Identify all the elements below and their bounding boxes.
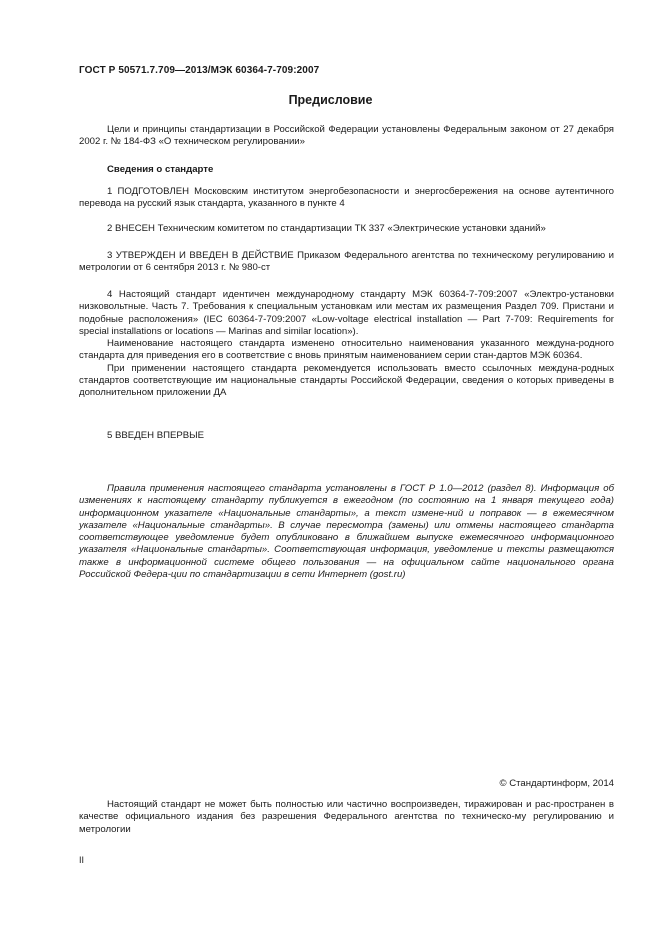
item-1-paragraph: 1 ПОДГОТОВЛЕН Московским институтом энергобезопасности и энергосбережения на основе аутентичного перевода на русский язык стандарта, указанного в пункте 4 (79, 186, 614, 210)
footer-paragraph: Настоящий стандарт не может быть полностью или частично воспроизведен, тиражирован и рас-пространен в качестве официального издания без разрешения Федерального агентства по техническо-му регулированию и метрологии (79, 799, 614, 835)
item-4-references-paragraph: При применении настоящего стандарта рекомендуется использовать вместо ссылочных междуна-родных стандартов соответствующие им национальные стандарты Российской Федерации, сведения о которых приведены в дополнительном приложении ДА (79, 362, 614, 399)
item-3-paragraph: 3 УТВЕРЖДЕН И ВВЕДЕН В ДЕЙСТВИЕ Приказом Федерального агентства по техническому регулированию и метрологии от 6 сентября 2013 г. № 980-ст (79, 250, 614, 274)
item-3-block (79, 250, 614, 275)
rules-block (79, 483, 614, 581)
item-2-paragraph: 2 ВНЕСЕН Техническим комитетом по стандартизации ТК 337 «Электрические установки зданий» (107, 223, 546, 234)
intro-block (79, 124, 614, 149)
info-heading-block (79, 164, 614, 176)
item-2-block (79, 223, 614, 235)
item-4-paragraph: 4 Настоящий стандарт идентичен международному стандарту МЭК 60364-7-709:2007 «Электро-установки низковольтные. Часть 7. Требования к специальным установкам или местам их размещения Раздел 709. Пристани и подобные расположения» (IEC 60364-7-709:2007 «Low-voltage electrical installation — Part 7-709: Requirements for special installations or locations — Marinas and similar location»). (79, 289, 614, 337)
document-header: ГОСТ Р 50571.7.709—2013/МЭК 60364-7-709:2007 (79, 65, 320, 76)
item-4-rename-paragraph: Наименование настоящего стандарта изменено относительно наименования указанного междуна-родного стандарта для приведения его в соответствие с вновь принятым наименованием серии стан-дартов МЭК 60364. (79, 338, 614, 362)
item-5-block (79, 430, 614, 442)
copyright-notice: © Стандартинформ, 2014 (499, 778, 614, 789)
item-4-block (79, 289, 614, 400)
footer-block (79, 799, 614, 836)
rules-paragraph: Правила применения настоящего стандарта установлены в ГОСТ Р 1.0—2012 (раздел 8). Информация об изменениях к настоящему стандарту публикуется в ежегодном (по состоянию на 1 января текущего года) информационном указателе «Национальные стандарты», а текст измене-ний и поправок — в ежемесячном указателе «Национальные стандарты». В случае пересмотра (замены) или отмены настоящего стандарта соответствующее уведомление будет опубликовано в ближайшем выпуске ежемесячного информационного указателя «Национальные стандарты». Соответствующая информация, уведомление и тексты размещаются также в информационной системе общего пользования — на официальном сайте национального органа Российской Федера-ции по стандартизации в сети Интернет (gost.ru) (79, 483, 614, 581)
info-heading: Сведения о стандарте (107, 164, 214, 175)
intro-paragraph: Цели и принципы стандартизации в Российской Федерации установлены Федеральным законом от 27 декабря 2002 г. № 184-ФЗ «О техническом регулировании» (79, 124, 614, 148)
page-title: Предисловие (288, 93, 373, 107)
item-1-block (79, 186, 614, 211)
item-5-paragraph: 5 ВВЕДЕН ВПЕРВЫЕ (107, 430, 205, 441)
page-number: II (79, 855, 85, 865)
